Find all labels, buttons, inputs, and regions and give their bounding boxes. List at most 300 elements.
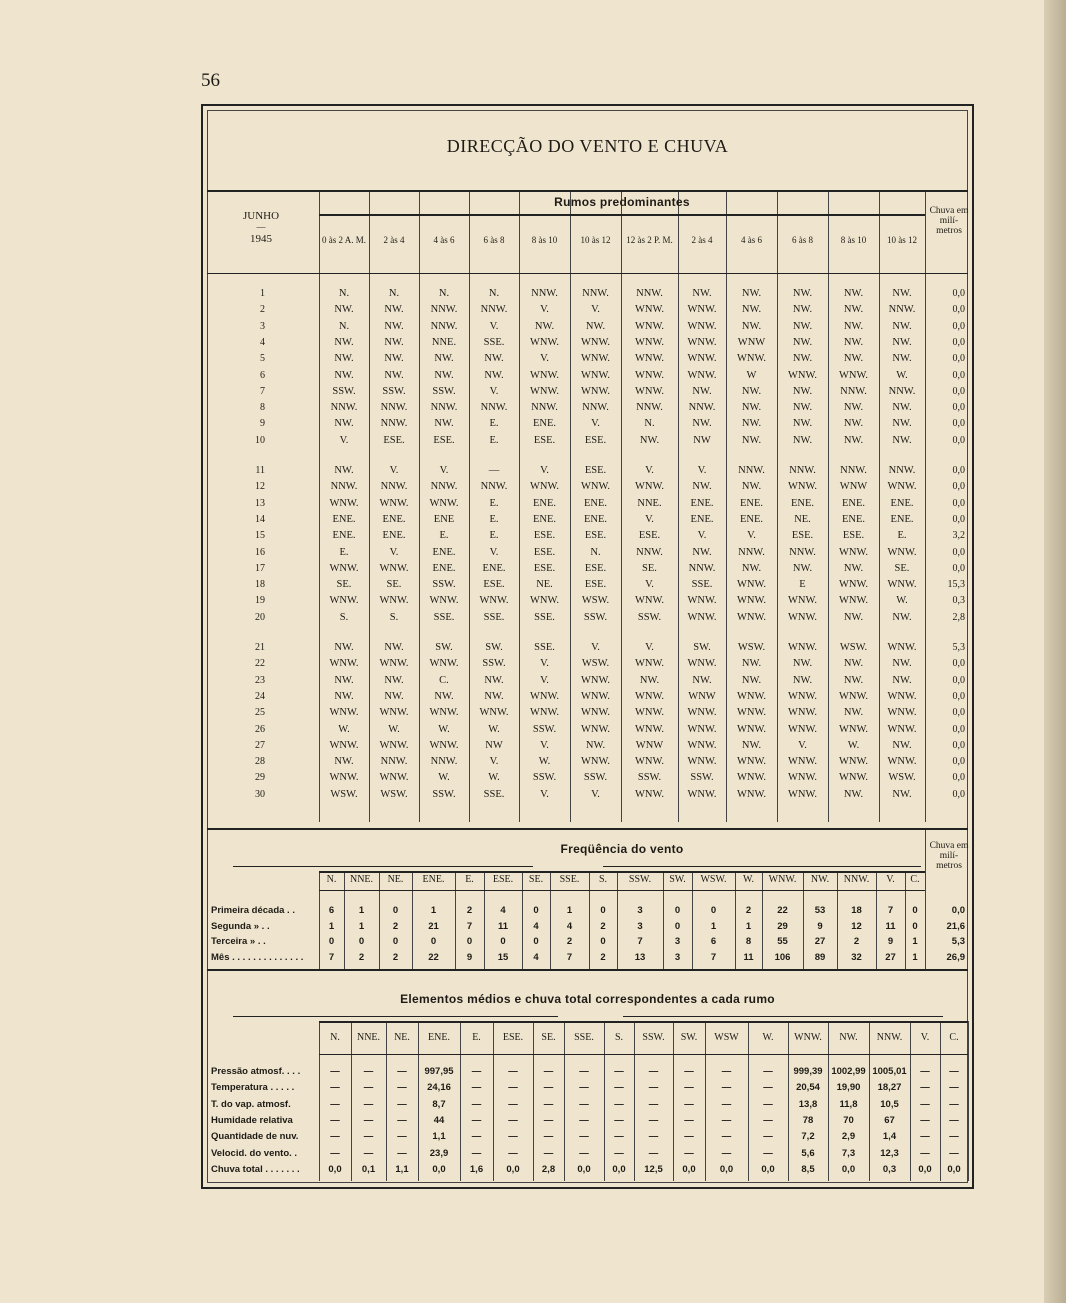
wind-direction-cell: SE. [642,562,657,574]
wind-direction-cell: ENE. [332,513,356,525]
elements-value: 12,5 [644,1163,663,1175]
wind-direction-cell: NW. [334,756,354,768]
wind-direction-cell: NW. [585,739,606,751]
elements-value: 7,3 [841,1147,856,1159]
elements-value: 10,5 [880,1098,899,1110]
wind-direction-cell: ESE. [533,546,556,558]
wind-direction-cell: WNW [737,336,766,348]
wind-direction-cell: NNW. [840,465,867,476]
wind-direction-cell: E. [489,530,499,542]
wind-direction-cell: V. [591,642,600,653]
elements-value: — [471,1082,482,1094]
freq-column-header: NW. [810,874,830,885]
wind-direction-cell: WNW. [379,772,409,784]
wind-direction-cell: ESE. [383,434,405,446]
wind-direction-cell: WNW. [379,658,409,670]
freq-value: 0 [392,905,399,916]
freq-value: 0 [600,936,606,947]
elements-row-label: T. do vap. atmosf. [211,1098,291,1110]
elements-value: — [579,1147,589,1159]
wind-direction-cell: SSE. [534,611,555,623]
wind-direction-cell: S. [389,611,399,623]
wind-direction-cell: WNW. [787,690,818,702]
wind-direction-cell: ESE. [483,579,505,591]
wind-direction-cell: E. [339,546,349,558]
wind-direction-cell: NW. [334,674,354,686]
wind-direction-cell: S. [339,611,349,623]
wind-direction-cell: WNW. [580,336,611,348]
freq-value: 29 [777,920,788,932]
elements-column-header: WNW. [794,1032,822,1043]
wind-direction-cell: WNW. [887,481,917,493]
wind-direction-cell: WNW. [634,304,665,316]
wind-direction-cell: ESE. [433,434,455,446]
wind-direction-cell: WNW. [429,658,459,670]
freq-column-header: NNE. [349,874,374,885]
wind-direction-cell: WNW. [838,579,869,591]
wind-direction-cell: WNW. [580,481,611,493]
wind-direction-cell: WNW. [634,707,665,719]
wind-direction-cell: NNW. [888,304,916,316]
page-edge [1044,0,1066,1303]
wind-direction-cell: ESE. [584,579,607,591]
elements-value: — [508,1114,518,1126]
freq-value: 1 [912,951,918,963]
wind-direction-cell: V. [540,739,549,751]
rain-value: 0,0 [952,336,965,348]
wind-direction-cell: — [488,465,500,476]
freq-rain-value: 26,9 [946,951,965,963]
wind-direction-cell: NW. [334,465,354,476]
wind-direction-cell: NW. [843,288,864,299]
elements-value: 0,0 [506,1163,520,1175]
wind-direction-cell: ESE. [533,434,556,446]
elements-value: 1,4 [882,1131,897,1143]
wind-direction-cell: WNW. [736,353,767,365]
elements-value: — [648,1114,659,1126]
elements-value: — [721,1098,732,1110]
day-number: 14 [255,513,265,525]
freq-value: 2 [745,905,752,916]
freq-value: 7 [466,920,473,932]
freq-value: 1 [710,920,717,932]
freq-column-header: ENE. [422,874,445,885]
freq-value: 1 [328,920,335,932]
wind-direction-cell: NNW. [531,288,558,299]
wind-direction-cell: SSW. [583,611,608,623]
elements-value: 24,16 [427,1082,451,1094]
wind-direction-cell: NW. [792,562,813,574]
wind-direction-cell: WNW. [529,336,560,348]
elements-value: — [543,1147,554,1159]
wind-direction-cell: V. [540,674,549,686]
wind-direction-cell: NW. [843,562,864,574]
wind-direction-cell: NW. [792,434,813,446]
elements-value: — [543,1066,554,1077]
elements-value: 1,6 [469,1163,484,1175]
freq-value: 1 [912,936,918,947]
wind-direction-cell: WNW. [529,369,560,381]
wind-direction-cell: WNW. [687,336,717,348]
freq-value: 2 [853,936,860,947]
elements-value: — [614,1131,624,1143]
wind-direction-cell: SSW. [332,385,356,397]
elements-value: — [763,1131,773,1143]
elements-value: 8,5 [801,1163,815,1175]
day-number: 28 [255,756,265,768]
wind-direction-cell: NW. [484,369,504,381]
wind-direction-cell: V. [540,353,549,365]
freq-value: 0 [674,905,681,916]
wind-direction-cell: WNW. [687,788,717,800]
wind-direction-cell: NW. [892,611,912,623]
elements-value: 20,54 [796,1082,820,1094]
wind-direction-cell: WSW. [380,788,408,800]
rain-value: 0,0 [952,723,965,735]
wind-direction-cell: WNW. [580,674,611,686]
wind-direction-cell: NW. [692,418,712,430]
wind-direction-cell: WNW. [736,772,767,784]
freq-value: 6 [710,936,717,947]
elements-value: — [330,1082,340,1094]
elements-value: 19,90 [836,1082,861,1094]
wind-direction-cell: V. [540,658,549,670]
elements-sub-rule-left [233,1016,558,1017]
wind-direction-cell: WNW. [838,690,869,702]
wind-direction-cell: ESE. [791,530,814,542]
wind-direction-cell: WNW. [787,595,818,607]
freq-column-header: E. [465,874,474,885]
wind-direction-cell: ESE. [842,530,865,542]
wind-direction-cell: N. [338,288,350,299]
wind-direction-cell: NNW. [480,304,508,316]
elements-value: — [330,1098,340,1110]
freq-value: 2 [358,951,365,963]
wind-direction-cell: V. [489,320,499,332]
elements-value: 23,9 [429,1147,449,1159]
elements-value: — [614,1082,624,1094]
freq-value: 32 [851,951,862,963]
wind-direction-cell: NW. [792,288,813,299]
elements-value: — [363,1082,374,1094]
wind-direction-cell: WNW. [580,353,611,365]
wind-direction-cell: WNW. [887,579,917,591]
wind-direction-cell: WNW. [787,756,818,768]
wind-direction-cell: NW. [384,369,404,381]
freq-sub-rule-left [233,866,533,867]
elements-column-header: NE. [394,1032,410,1043]
freq-value: 7 [637,936,643,947]
elements-value: — [579,1066,589,1077]
wind-direction-cell: W [746,369,757,381]
wind-direction-cell: WNW. [529,481,560,493]
wind-direction-cell: WNW. [736,723,767,735]
wind-direction-cell: SSW. [637,611,662,623]
wind-direction-cell: E. [439,530,449,542]
elements-column-header: ENE. [428,1032,450,1043]
year-label: 1945 [250,233,272,245]
wind-direction-cell: NW. [434,353,454,365]
rain-value: 0,0 [952,465,965,476]
wind-direction-cell: V. [540,304,549,316]
elements-sub-rule-right [623,1016,943,1017]
page-title: DIRECÇÃO DO VENTO E CHUVA [446,136,729,156]
elements-value: 1002,99 [831,1066,866,1077]
wind-direction-cell: NNW. [430,402,458,414]
wind-direction-cell: ENE. [532,497,557,509]
wind-direction-cell: WNW. [687,611,717,623]
elements-column-header: SSE. [574,1032,594,1043]
wind-direction-cell: WNW. [838,772,869,784]
wind-direction-cell: WNW. [634,756,665,768]
wind-direction-cell: NW. [843,658,864,670]
day-number: 25 [255,707,265,719]
wind-direction-cell: NNW. [330,481,358,493]
rain-value: 0,0 [952,756,965,768]
wind-direction-cell: ENE. [890,513,914,525]
wind-direction-cell: NW. [384,320,404,332]
elements-value: 8,7 [432,1098,446,1110]
elements-value: — [363,1147,374,1159]
wind-direction-cell: NW. [384,353,404,365]
rain-value: 0,0 [952,707,965,719]
freq-column-header: S. [598,874,608,885]
wind-direction-cell: ESE. [584,465,607,476]
elements-value: 11,8 [839,1098,858,1110]
wind-direction-cell: W. [438,772,450,784]
wind-direction-cell: ENE. [332,530,356,542]
freq-value: 3 [674,951,681,963]
wind-direction-cell: WNW. [429,739,459,751]
elements-value: — [330,1147,340,1159]
wind-direction-cell: WNW. [787,642,818,653]
day-number: 11 [255,465,265,476]
elements-value: — [949,1114,959,1126]
wind-direction-cell: NW. [843,402,864,414]
wind-direction-cell: NW. [741,402,762,414]
elements-column-header: V. [920,1032,930,1043]
wind-direction-cell: WNW. [529,595,560,607]
elements-header-top [319,1021,968,1023]
wind-direction-cell: WSW. [839,642,868,653]
elements-value: — [949,1131,959,1143]
wind-direction-cell: NW. [334,353,354,365]
freq-column-header: C. [910,874,920,885]
elements-value: 2,8 [541,1163,556,1175]
freq-value: 0 [328,936,335,947]
freq-value: 1 [358,920,365,932]
rain-value: 0,0 [952,788,965,800]
wind-direction-cell: SSE. [534,642,555,653]
wind-direction-cell: SSW. [583,772,608,784]
wind-direction-cell: NW. [843,336,864,348]
freq-column-header: ESE. [492,874,514,885]
elements-value: — [920,1082,930,1094]
freq-column-header: SW. [669,874,686,885]
freq-value: 6 [328,905,335,916]
wind-direction-cell: SW. [485,642,503,653]
day-number: 17 [255,562,265,574]
elements-value: — [763,1114,773,1126]
wind-direction-cell: NW. [741,385,762,397]
elements-value: — [763,1066,773,1077]
wind-direction-cell: NW. [843,418,864,430]
wind-direction-cell: NW. [741,288,762,299]
wind-direction-cell: NNE. [431,336,457,348]
wind-direction-cell: NNW. [380,756,408,768]
freq-value: 89 [814,951,826,963]
day-number: 12 [255,481,265,493]
wind-direction-cell: WNW. [329,772,359,784]
elements-value: 1,1 [432,1131,446,1143]
wind-direction-cell: NW. [792,353,813,365]
elements-value: — [543,1098,554,1110]
elements-value: — [579,1131,589,1143]
wind-direction-cell: WNW. [479,707,509,719]
wind-direction-cell: NNW. [888,385,916,397]
freq-value: 1 [566,905,573,916]
wind-direction-cell: NW. [843,434,864,446]
wind-direction-cell: N. [388,288,400,299]
wind-direction-cell: SSW. [432,788,456,800]
wind-direction-cell: WNW. [379,707,409,719]
wind-direction-cell: W. [488,723,500,735]
freq-rain-value: 5,3 [951,936,965,947]
day-number: 9 [260,418,265,430]
wind-direction-cell: SSE. [433,611,455,623]
wind-direction-cell: V. [540,788,549,800]
elements-column-header: S. [614,1032,624,1043]
month-label: JUNHO [242,210,280,222]
wind-direction-cell: NW. [892,336,912,348]
wind-direction-cell: ESE. [638,530,661,542]
wind-direction-cell: NW. [792,418,813,430]
freq-value: 4 [533,920,539,932]
wind-direction-cell: V. [489,546,499,558]
elements-column-header: NNW. [876,1032,903,1043]
wind-direction-cell: NNW. [738,465,765,476]
rain-value: 0,0 [952,481,965,493]
freq-value: 2 [392,951,399,963]
elements-value: 0,3 [882,1163,897,1175]
elements-value: 0,0 [918,1163,932,1175]
wind-direction-cell: NW. [692,385,712,397]
freq-value: 0 [710,905,717,916]
wind-direction-cell: WNW. [687,756,717,768]
wind-direction-cell: E [799,579,806,591]
wind-direction-cell: WNW. [736,595,767,607]
elements-value: — [397,1114,407,1126]
wind-direction-cell: NW. [384,674,404,686]
wind-direction-cell: W. [896,369,908,381]
wind-direction-cell: NW. [334,369,354,381]
wind-direction-cell: WNW. [329,595,359,607]
wind-direction-cell: ENE. [739,513,764,525]
freq-value: 1 [358,905,365,916]
day-number: 29 [255,772,265,784]
wind-direction-cell: WSW. [737,642,766,653]
wind-direction-cell: V. [645,579,654,591]
elements-column-header: C. [949,1032,959,1043]
freq-value: 22 [777,905,788,916]
wind-direction-cell: WNW. [687,304,717,316]
day-number: 19 [255,595,265,607]
freq-value: 0 [466,936,473,947]
elements-value: — [763,1098,773,1110]
elements-value: — [721,1082,732,1094]
rain-value: 0,0 [952,353,965,365]
wind-direction-cell: ENE. [690,497,714,509]
elements-value: 67 [884,1114,895,1126]
wind-direction-cell: WNW. [787,788,818,800]
day-number: 7 [260,385,265,397]
wind-direction-cell: NW. [892,674,912,686]
wind-direction-cell: WNW. [634,320,665,332]
wind-direction-cell: WNW. [787,772,818,784]
elements-value: — [684,1098,694,1110]
wind-direction-cell: NW. [384,690,404,702]
wind-direction-cell: NW. [741,562,762,574]
elements-value: — [397,1098,407,1110]
wind-direction-cell: E. [489,513,499,525]
wind-direction-cell: NW. [741,658,762,670]
elements-title: Elementos médios e chuva total correspondentes a cada rumo [400,992,775,1006]
wind-direction-cell: WNW. [429,595,459,607]
elements-value: 0,0 [841,1163,856,1175]
freq-rain-value: 0,0 [951,905,965,916]
wind-direction-cell: ENE. [790,497,815,509]
wind-direction-cell: ENE. [532,418,557,430]
elements-value: — [721,1131,732,1143]
wind-direction-cell: WNW. [736,579,767,591]
elements-value: 0,0 [719,1163,734,1175]
wind-direction-cell: WNW. [787,611,818,623]
elements-row-label: Velocid. do vento. . [211,1147,298,1159]
rain-value: 0,3 [952,595,965,607]
wind-direction-cell: SSE. [483,611,505,623]
wind-direction-cell: NNW. [582,402,609,414]
wind-direction-cell: NW. [334,642,354,653]
day-number: 15 [255,530,265,542]
wind-direction-cell: WNW. [329,707,359,719]
wind-direction-cell: WNW. [329,739,359,751]
wind-direction-cell: W. [388,723,400,735]
wind-direction-cell: WNW. [634,353,665,365]
wind-direction-cell: NW. [792,402,813,414]
wind-direction-cell: WNW. [529,385,560,397]
wind-direction-cell: WNW. [634,788,665,800]
elements-value: — [543,1114,554,1126]
wind-direction-cell: NW. [843,304,864,316]
elements-value: — [684,1147,694,1159]
wind-direction-cell: ENE. [583,497,608,509]
wind-direction-cell: WNW. [687,707,717,719]
wind-direction-cell: NW. [792,336,813,348]
wind-direction-cell: NW. [741,481,762,493]
elements-column-header: WSW [714,1032,739,1043]
freq-column-header: NE. [387,874,404,885]
wind-direction-cell: NW. [334,418,354,430]
freq-value: 2 [392,920,399,932]
wind-direction-cell: NW. [741,418,762,430]
elements-value: — [471,1131,482,1143]
elements-value: — [508,1098,518,1110]
wind-direction-cell: ENE. [382,530,406,542]
rumos-sub-rule [319,214,925,216]
freq-row-label: Mês . . . . . . . . . . . . . . [211,951,304,963]
elements-header-bottom [319,1054,968,1055]
day-number: 18 [255,579,265,591]
